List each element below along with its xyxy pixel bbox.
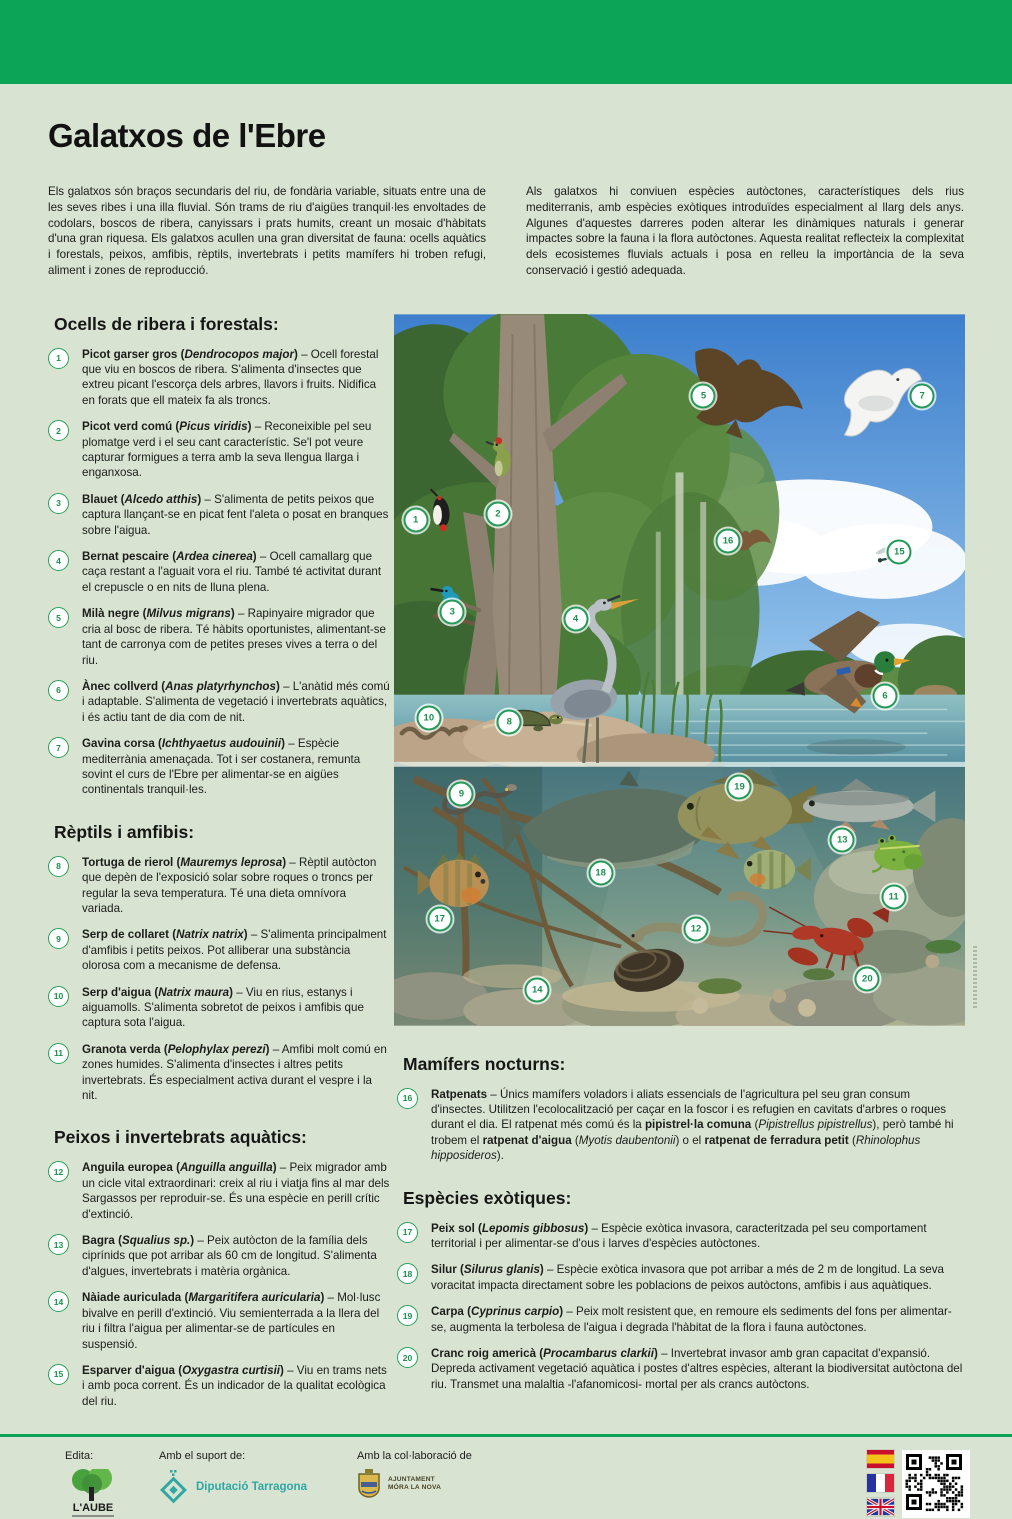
illustration-marker-18: 18 bbox=[588, 860, 613, 885]
species-number-badge: 3 bbox=[48, 493, 69, 514]
species-number-badge: 17 bbox=[397, 1222, 418, 1243]
species-common-name: Gavina corsa bbox=[82, 737, 155, 751]
species-scientific-name: Ardea cinerea bbox=[176, 550, 253, 564]
ajuntament-shield-icon bbox=[357, 1469, 381, 1499]
species-number-badge: 14 bbox=[48, 1291, 69, 1312]
species-text: Anguila europea (Anguilla anguilla) – Peix migrador amb un cicle vital extraordinari: creix al riu i viatja fins al mar dels Sargassos per reproduir-se. És una espècie en perill crític d'extinció. bbox=[82, 1161, 390, 1221]
uk-flag-icon bbox=[867, 1498, 894, 1516]
species-scientific-name: Procambarus clarkii bbox=[543, 1347, 654, 1361]
species-text: Silur (Silurus glanis) – Espècie exòtica invasora que pot arribar a més de 2 m de longitud. La seva voracitat impacta directament sobre les poblacions de peixos autòctons, amfibis i aus aquàtiques. bbox=[431, 1263, 944, 1292]
section-mamifers bbox=[397, 1054, 964, 1164]
illustration-marker-8: 8 bbox=[497, 710, 522, 735]
species-number-badge: 16 bbox=[397, 1088, 418, 1109]
species-number-badge: 13 bbox=[48, 1234, 69, 1255]
diputacio-diamond-icon bbox=[159, 1469, 189, 1505]
species-common-name: Bagra bbox=[82, 1234, 115, 1248]
suport-label: Amb el suport de: bbox=[159, 1450, 246, 1462]
edita-label: Edita: bbox=[65, 1450, 94, 1462]
species-common-name: Blauet bbox=[82, 492, 118, 506]
species-common-name: Serp d'aigua bbox=[82, 985, 152, 999]
illustration-markers-layer bbox=[394, 314, 965, 1026]
illustration-marker-2: 2 bbox=[485, 501, 510, 526]
species-number-badge: 12 bbox=[48, 1161, 69, 1182]
right-column bbox=[394, 314, 964, 1421]
species-text: Ratpenats – Únics mamífers voladors i aliats essencials de l'agricultura pel seu gran consum d'insectes. Utilitzen l'ecolocalització per caçar en la foscor i es refugien en cavitats d'arbres o roques durant el dia. El ratpenat més comú és la pipistrel·la comuna (Pipistrellus pipistrellus), però també hi trobem el ratpenat d'aigua (Myotis daubentonii) o el ratpenat de ferradura petit (Rhinolophus hipposideros). bbox=[431, 1087, 954, 1163]
species-item-6 bbox=[48, 679, 390, 725]
section-reptils bbox=[48, 822, 390, 1104]
species-number-badge: 4 bbox=[48, 550, 69, 571]
illustration-marker-11: 11 bbox=[881, 885, 906, 910]
species-common-name: Cranc roig americà bbox=[431, 1347, 537, 1361]
laube-logo bbox=[65, 1469, 121, 1519]
species-scientific-name: Pelophylax perezi bbox=[167, 1042, 266, 1056]
section-heading-peixos: Peixos i invertebrats aquàtics: bbox=[54, 1127, 307, 1148]
species-scientific-name: Anas platyrhynchos bbox=[165, 679, 276, 693]
species-scientific-name: Silurus glanis bbox=[463, 1263, 540, 1277]
illustration-marker-19: 19 bbox=[727, 775, 752, 800]
species-number-badge: 11 bbox=[48, 1043, 69, 1064]
species-item-13 bbox=[48, 1233, 390, 1279]
species-text: Ànec collverd (Anas platyrhynchos) – L'anàtid més comú i adaptable. S'alimenta de vegetació i invertebrats aquàtics, i és actiu tant de dia com de nit. bbox=[82, 679, 390, 724]
species-text: Serp de collaret (Natrix natrix) – S'alimenta principalment d'amfibis i petits peixos. Pot alliberar una substància olorosa com a mecanisme de defensa. bbox=[82, 928, 387, 973]
suport-block bbox=[159, 1450, 307, 1505]
species-scientific-name: Anguilla anguilla bbox=[179, 1161, 273, 1175]
species-common-name: Milà negre bbox=[82, 607, 140, 621]
illustration-marker-6: 6 bbox=[873, 683, 898, 708]
species-scientific-name: Lepomis gibbosus bbox=[481, 1221, 585, 1235]
species-item-19 bbox=[397, 1304, 964, 1335]
section-exotiques bbox=[397, 1188, 964, 1393]
ajuntament-logo bbox=[357, 1469, 472, 1499]
svg-text:L'AUBE: L'AUBE bbox=[72, 1502, 114, 1514]
species-scientific-name: Squalius sp. bbox=[121, 1234, 191, 1248]
illustration-marker-14: 14 bbox=[525, 977, 550, 1002]
illustration-marker-16: 16 bbox=[716, 529, 741, 554]
species-item-9 bbox=[48, 927, 390, 973]
species-scientific-name: Ichthyaetus audouinii bbox=[161, 737, 282, 751]
species-number-badge: 7 bbox=[48, 737, 69, 758]
species-text: Granota verda (Pelophylax perezi) – Amfibi molt comú en zones humides. S'alimenta d'insectes i altres petits invertebrats. És especialment activa durant el vespre i la nit. bbox=[82, 1042, 387, 1103]
section-peixos bbox=[48, 1127, 390, 1409]
collab-label: Amb la col·laboració de bbox=[356, 1450, 472, 1462]
species-number-badge: 19 bbox=[397, 1305, 418, 1326]
illustration-credit-vertical bbox=[973, 946, 977, 1008]
collab-block bbox=[357, 1450, 472, 1499]
species-common-name: Serp de collaret bbox=[82, 928, 169, 942]
species-scientific-name: Alcedo atthis bbox=[124, 492, 198, 506]
species-number-badge: 2 bbox=[48, 420, 69, 441]
species-scientific-name: Margaritifera auricularia bbox=[188, 1291, 321, 1305]
species-item-14 bbox=[48, 1290, 390, 1352]
section-heading-reptils: Rèptils i amfibis: bbox=[54, 821, 195, 842]
species-common-name: Ratpenats bbox=[431, 1087, 488, 1101]
species-text: Blauet (Alcedo atthis) – S'alimenta de petits peixos que captura llançant-se en picat fent l'aleta o posat en branques sobre l'aigua. bbox=[82, 492, 389, 537]
illustration-marker-3: 3 bbox=[440, 599, 465, 624]
illustration-marker-12: 12 bbox=[684, 917, 709, 942]
species-scientific-name: Cyprinus carpio bbox=[470, 1305, 560, 1319]
illustration-marker-1: 1 bbox=[403, 508, 428, 533]
species-item-18 bbox=[397, 1262, 964, 1293]
species-text: Nàiade auriculada (Margaritifera auricularia) – Mol·lusc bivalve en perill d'extinció. Viu semienterrada a la llera del riu i filtra l'aigua per alimentar-se de partícules en suspensió. bbox=[82, 1291, 381, 1351]
species-number-badge: 15 bbox=[48, 1364, 69, 1385]
spain-flag-icon bbox=[867, 1450, 894, 1468]
river-illustration bbox=[394, 314, 965, 1026]
species-item-2 bbox=[48, 419, 390, 481]
intro-paragraphs bbox=[48, 184, 964, 279]
species-common-name: Granota verda bbox=[82, 1042, 161, 1056]
page-title: Galatxos de l'Ebre bbox=[48, 117, 326, 154]
species-number-badge: 9 bbox=[48, 928, 69, 949]
species-item-12 bbox=[48, 1160, 390, 1222]
species-common-name: Peix sol bbox=[431, 1221, 475, 1235]
illustration-marker-13: 13 bbox=[830, 828, 855, 853]
species-item-11 bbox=[48, 1042, 390, 1104]
species-common-name: Picot garser gros bbox=[82, 347, 178, 361]
species-number-badge: 6 bbox=[48, 680, 69, 701]
species-item-16 bbox=[397, 1087, 964, 1164]
illustration-marker-7: 7 bbox=[910, 384, 935, 409]
header-green-bar bbox=[0, 0, 1012, 84]
footer bbox=[0, 1434, 1012, 1519]
species-text: Bernat pescaire (Ardea cinerea) – Ocell camallarg que caça restant a l'aguait vora el riu. També té activitat durant el crepuscle o en nits de lluna plena. bbox=[82, 550, 382, 594]
species-item-15 bbox=[48, 1363, 390, 1409]
language-flags bbox=[867, 1450, 894, 1516]
diputacio-text: Diputació Tarragona bbox=[196, 1481, 307, 1493]
species-text: Esparver d'aigua (Oxygastra curtisii) – Viu en trams nets i amb poca corrent. És un indicador de la qualitat ecològica del riu. bbox=[82, 1363, 387, 1408]
species-scientific-name: Mauremys leprosa bbox=[180, 855, 283, 869]
illustration-marker-10: 10 bbox=[416, 706, 441, 731]
species-text: Picot verd comú (Picus viridis) – Reconeixible pel seu plomatge verd i el seu cant característic. Se'l pot veure capturar formigues a terra amb la seva llengua llarga i enganxosa. bbox=[82, 420, 372, 480]
intro-paragraph-left: Els galatxos són braços secundaris del riu, de fondària variable, situats entre una de les seves ribes i una illa fluvial. Són trams de riu d'aigües tranquil·les envoltades de codolars, boscos de ribera, canyissars i prats humits, creant un mosaic d'hàbitats d'una gran riquesa. Els galatxos acullen una gran diversitat de fauna: ocells aquàtics i forestals, peixos, amfibis, rèptils, invertebrats i petits mamífers hi troben refugi, aliment i zones de reproducció. bbox=[48, 185, 486, 277]
species-text: Carpa (Cyprinus carpio) – Peix molt resistent que, en remoure els sediments del fons per alimentar-se, augmenta la terbolesa de l'aigua i degrada l'hàbitat de la flora i fauna autòctones. bbox=[431, 1305, 952, 1334]
species-column-left bbox=[48, 314, 390, 1421]
diputacio-logo bbox=[159, 1469, 307, 1505]
illustration-marker-15: 15 bbox=[887, 540, 912, 565]
qr-code bbox=[902, 1450, 970, 1518]
species-item-1 bbox=[48, 347, 390, 409]
species-common-name: Esparver d'aigua bbox=[82, 1363, 175, 1377]
species-text: Tortuga de rierol (Mauremys leprosa) – Rèptil autòcton que depèn de l'exposició solar sobre roques o troncs per regular la seva temperatura. Té una dieta omnívora variada. bbox=[82, 855, 377, 915]
edita-block bbox=[65, 1450, 121, 1519]
section-heading-exotiques: Espècies exòtiques: bbox=[403, 1187, 572, 1208]
species-text: Serp d'aigua (Natrix maura) – Viu en rius, estanys i aiguamolls. S'alimenta sobretot de peixos i amfibis que captura sota l'aigua. bbox=[82, 985, 364, 1030]
species-text: Bagra (Squalius sp.) – Peix autòcton de la família dels ciprínids que pot arribar als 60 cm de longitud. S'alimenta d'algues, invertebrats i matèria orgànica. bbox=[82, 1234, 377, 1278]
species-item-10 bbox=[48, 985, 390, 1031]
species-item-3 bbox=[48, 492, 390, 538]
species-scientific-name: Natrix natrix bbox=[176, 928, 244, 942]
species-number-badge: 8 bbox=[48, 856, 69, 877]
species-item-7 bbox=[48, 736, 390, 798]
species-scientific-name: Milvus migrans bbox=[146, 607, 231, 621]
species-item-4 bbox=[48, 549, 390, 595]
section-heading-mamifers: Mamífers nocturns: bbox=[403, 1053, 566, 1074]
species-common-name: Carpa bbox=[431, 1305, 464, 1319]
species-number-badge: 18 bbox=[397, 1263, 418, 1284]
species-number-badge: 1 bbox=[48, 348, 69, 369]
ajuntament-text: AJUNTAMENT MÓRA LA NOVA bbox=[387, 1475, 442, 1491]
species-common-name: Picot verd comú bbox=[82, 420, 173, 434]
illustration-marker-4: 4 bbox=[563, 607, 588, 632]
species-number-badge: 5 bbox=[48, 607, 69, 628]
illustration-marker-20: 20 bbox=[855, 967, 880, 992]
species-item-20 bbox=[397, 1346, 964, 1392]
species-common-name: Bernat pescaire bbox=[82, 550, 169, 564]
species-item-5 bbox=[48, 606, 390, 668]
species-number-badge: 20 bbox=[397, 1347, 418, 1368]
illustration-marker-17: 17 bbox=[427, 906, 452, 931]
species-scientific-name: Oxygastra curtisii bbox=[182, 1363, 281, 1377]
illustration-marker-9: 9 bbox=[449, 782, 474, 807]
species-common-name: Tortuga de rierol bbox=[82, 855, 174, 869]
species-item-8 bbox=[48, 855, 390, 917]
section-ocells bbox=[48, 314, 390, 798]
species-text: Gavina corsa (Ichthyaetus audouinii) – Espècie mediterrània amenaçada. Tot i ser costanera, remunta sovint el curs de l'Ebre per alimentar-se en aigües continentals tranquil·les. bbox=[82, 737, 361, 797]
species-common-name: Anguila europea bbox=[82, 1161, 173, 1175]
section-heading-ocells: Ocells de ribera i forestals: bbox=[54, 313, 279, 334]
species-common-name: Silur bbox=[431, 1263, 457, 1277]
species-scientific-name: Dendrocopos major bbox=[184, 347, 294, 361]
france-flag-icon bbox=[867, 1474, 894, 1492]
species-number-badge: 10 bbox=[48, 986, 69, 1007]
species-text: Milà negre (Milvus migrans) – Rapinyaire migrador que cria al bosc de ribera. Té hàbits oportunistes, alimentant-se tant de carronya com de petites preses vives a terra o del riu. bbox=[82, 607, 386, 667]
species-text: Peix sol (Lepomis gibbosus) – Espècie exòtica invasora, caracteritzada pel seu comportament territorial i per alimentar-se d'ous i larves d'espècies autòctones. bbox=[431, 1221, 927, 1251]
species-scientific-name: Picus viridis bbox=[179, 420, 248, 434]
intro-paragraph-right: Als galatxos hi conviuen espècies autòctones, característiques dels rius mediterranis, amb espècies exòtiques introduïdes especialment al llarg dels anys. Algunes d'aquestes darreres poden alterar les dinàmiques naturals i generar impactes sobre la fauna i la flora autòctones. Aquesta realitat reflecteix la complexitat dels ecosistemes fluvials actuals i posa en relleu la importància de la seva conservació i gestió adequada. bbox=[526, 185, 964, 277]
species-common-name: Ànec collverd bbox=[82, 679, 159, 693]
species-text: Cranc roig americà (Procambarus clarkii) – Invertebrat invasor amb gran capacitat d'expansió. Depreda activament vegetació aquàtica i postes d'altres espècies, alterant la biodiversitat autòctona del riu. Transmet una malaltia -l'afanomicosi- mortal per als crancs autòctons. bbox=[431, 1347, 963, 1391]
species-common-name: Nàiade auriculada bbox=[82, 1291, 182, 1305]
species-item-17 bbox=[397, 1221, 964, 1252]
illustration-marker-5: 5 bbox=[691, 384, 716, 409]
species-text: Picot garser gros (Dendrocopos major) – Ocell forestal que viu en boscos de ribera. S'alimenta d'insectes que extreu picant l'escorça dels arbres, llavors i fruits. Nidifica en forats que ell mateix fa als troncs. bbox=[82, 347, 379, 407]
species-scientific-name: Natrix maura bbox=[158, 985, 230, 999]
